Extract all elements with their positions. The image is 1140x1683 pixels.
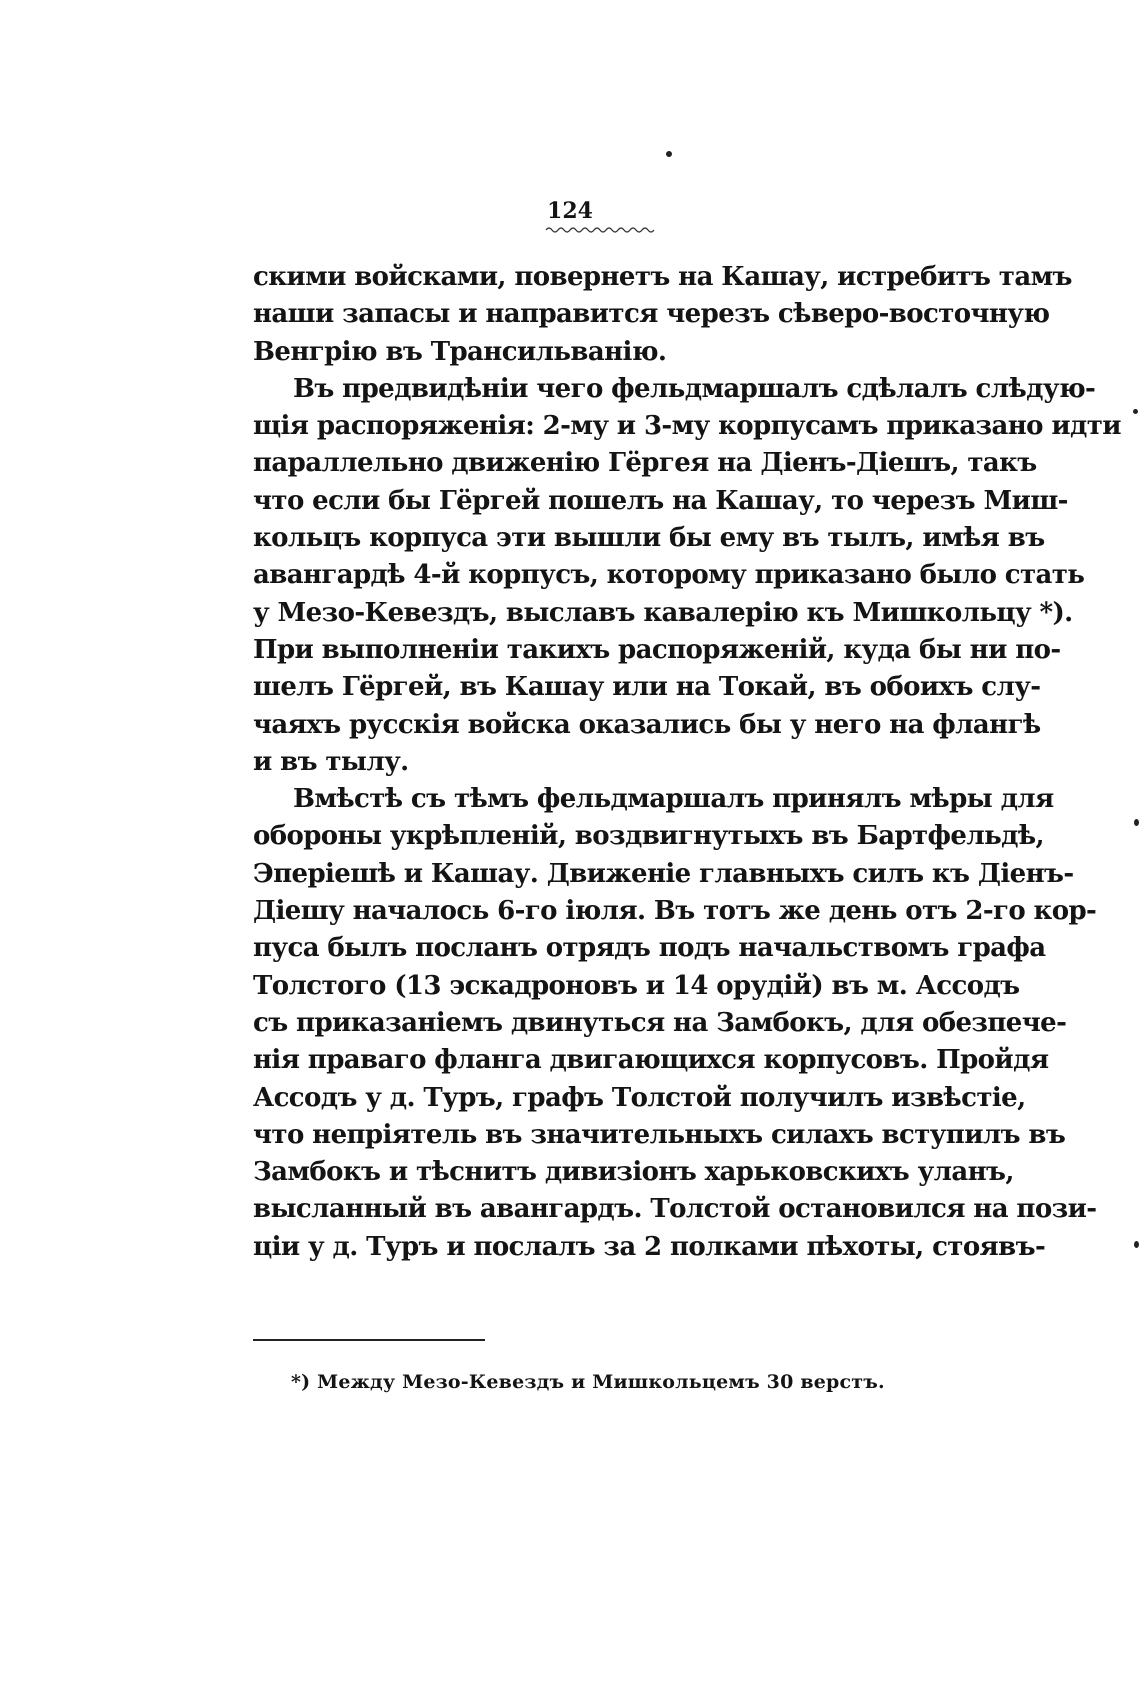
text-line: нія праваго фланга двигающихся корпусовъ. Пройдя [253,1045,1049,1076]
text-line: пуса былъ посланъ отрядъ подъ начальствомъ графа [253,933,1046,964]
text-line: и въ тылу. [253,746,409,777]
text-line: щія распоряженія: 2-му и 3-му корпусамъ приказано идти [253,411,1121,442]
text-line: скими войсками, повернетъ на Кашау, истребитъ тамъ [253,262,1072,292]
text-line: чаяхъ русскія войска оказались бы у него на флангѣ [253,709,1041,740]
text-line: ціи у д. Туръ и послалъ за 2 полками пѣхоты, стоявъ- [253,1231,1046,1262]
speck-mark [666,151,672,157]
text-line: у Мезо-Кевездъ, выславъ кавалерію къ Мишкольцу *). [253,597,1073,628]
text-line: что непріятель въ значительныхъ силахъ вступилъ въ [253,1119,1066,1150]
text-line: При выполненіи такихъ распоряженій, куда бы ни по- [253,634,1061,665]
text-line: съ приказаніемъ двинуться на Замбокъ, для обезпече- [253,1007,1067,1038]
text-line: параллельно движенію Гёргея на Діенъ-Діешъ, такъ [253,448,1037,479]
text-line: наши запасы и направится черезъ сѣверо-восточную [253,299,1050,330]
text-line: авангардѣ 4-й корпусъ, которому приказано было стать [253,560,1085,591]
margin-mark [1133,409,1138,414]
page-number-ornament [545,224,660,234]
footnote-separator [253,1339,485,1341]
footnote: *) Между Мезо-Кевездъ и Мишкольцемъ 30 верстъ. [291,1371,885,1393]
margin-mark [1134,819,1139,826]
text-line: шелъ Гёргей, въ Кашау или на Токай, въ обоихъ слу- [253,672,1041,703]
text-line: Діешу началось 6-го іюля. Въ тотъ же день отъ 2-го кор- [253,896,1097,927]
text-line: Замбокъ и тѣснитъ дивизіонъ харьковскихъ уланъ, [253,1157,1014,1188]
text-line: высланный въ авангардъ. Толстой остановился на пози- [253,1194,1097,1225]
page-number: 124 [547,198,593,224]
text-line: что если бы Гёргей пошелъ на Кашау, то черезъ Миш- [253,485,1068,516]
text-line: Эперіешѣ и Кашау. Движеніе главныхъ силъ къ Діенъ- [253,858,1074,889]
body-text [253,259,1121,1266]
text-line: Венгрію въ Трансильванію. [253,336,667,367]
margin-mark [1134,1241,1139,1248]
text-line: обороны укрѣпленій, воздвигнутыхъ въ Бартфельдѣ, [253,821,1044,852]
text-line: кольцъ корпуса эти вышли бы ему въ тылъ, имѣя въ [253,523,1045,554]
text-line: Въ предвидѣніи чего фельдмаршалъ сдѣлалъ слѣдую- [293,373,1096,404]
text-line: Ассодъ у д. Туръ, графъ Толстой получилъ извѣстіе, [253,1082,1026,1113]
text-line: Толстого (13 эскадроновъ и 14 орудій) въ м. Ассодъ [253,970,1020,1001]
text-line: Вмѣстѣ съ тѣмъ фельдмаршалъ принялъ мѣры для [293,784,1054,815]
